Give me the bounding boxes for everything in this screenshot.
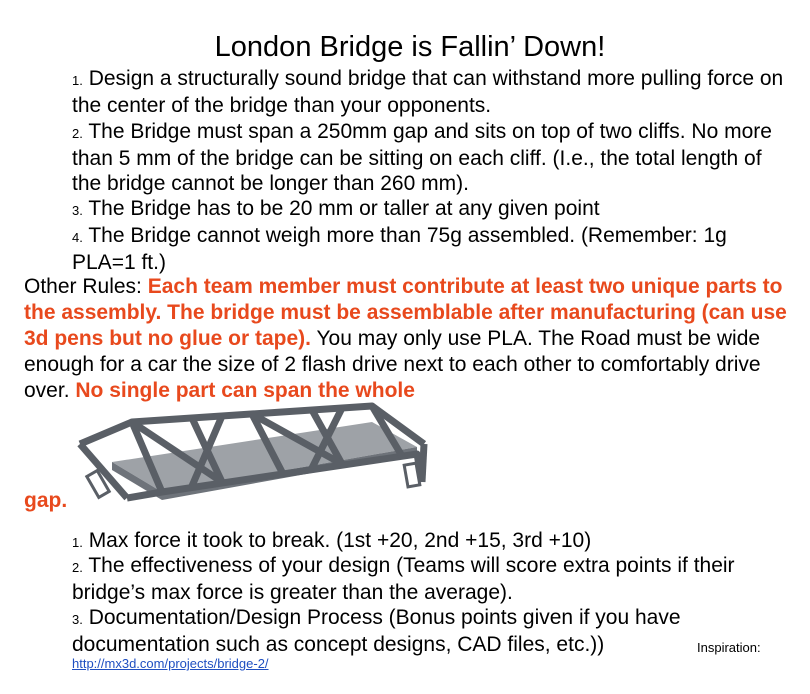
- requirement-item: [72, 196, 792, 223]
- scoring-item: [72, 528, 792, 555]
- scoring-item: [72, 553, 792, 605]
- item-number: 3.: [72, 612, 83, 627]
- page-title: London Bridge is Fallin’ Down!: [214, 31, 606, 63]
- item-text: The Bridge must span a 250mm gap and sits on top of two cliffs. No more than 5 mm of the bridge can be sitting on each cliff. (I.e., the total length of the bridge cannot be longer than 260 mm).: [72, 120, 772, 195]
- item-text: Design a structurally sound bridge that can withstand more pulling force on the center of the bridge than your opponents.: [72, 67, 784, 117]
- rule-text: You may only use PLA. The Road must be wide enough for a car the size of 2 flash drive next to each other to comfortably drive over.: [24, 327, 761, 402]
- other-rules: [24, 274, 799, 404]
- item-number: 2.: [72, 126, 83, 141]
- item-number: 4.: [72, 230, 83, 245]
- item-text: The Bridge cannot weigh more than 75g assembled. (Remember: 1g PLA=1 ft.): [72, 224, 727, 274]
- requirement-item: [72, 119, 792, 196]
- item-number: 3.: [72, 203, 83, 218]
- rule-emphasis: gap.: [24, 489, 68, 512]
- rule-emphasis: No single part can span the whole: [75, 379, 415, 402]
- item-number: 2.: [72, 560, 83, 575]
- item-text: Documentation/Design Process (Bonus points given if you have documentation such as concept designs, CAD files, etc.)): [72, 606, 681, 656]
- item-number: 1.: [72, 73, 83, 88]
- item-text: Max force it took to break. (1st +20, 2nd +15, 3rd +10): [88, 529, 592, 552]
- rule-emphasis: Each team member must contribute at least two unique parts to the assembly. The bridge must be assemblable after manufacturing (can use 3d pens but no glue or tape).: [24, 275, 787, 350]
- requirement-item: [72, 66, 792, 118]
- item-text: The Bridge has to be 20 mm or taller at any given point: [88, 197, 600, 220]
- scoring-item: [72, 605, 792, 657]
- requirement-item: [72, 223, 792, 275]
- bridge-model-image: [72, 402, 442, 510]
- rule-continuation: [24, 488, 67, 514]
- inspiration-label: Inspiration:: [697, 640, 761, 655]
- inspiration-link[interactable]: http://mx3d.com/projects/bridge-2/: [72, 656, 269, 671]
- other-rules-label: Other Rules:: [24, 275, 148, 298]
- item-text: The effectiveness of your design (Teams will score extra points if their bridge’s max force is greater than the average).: [72, 554, 735, 604]
- item-number: 1.: [72, 535, 83, 550]
